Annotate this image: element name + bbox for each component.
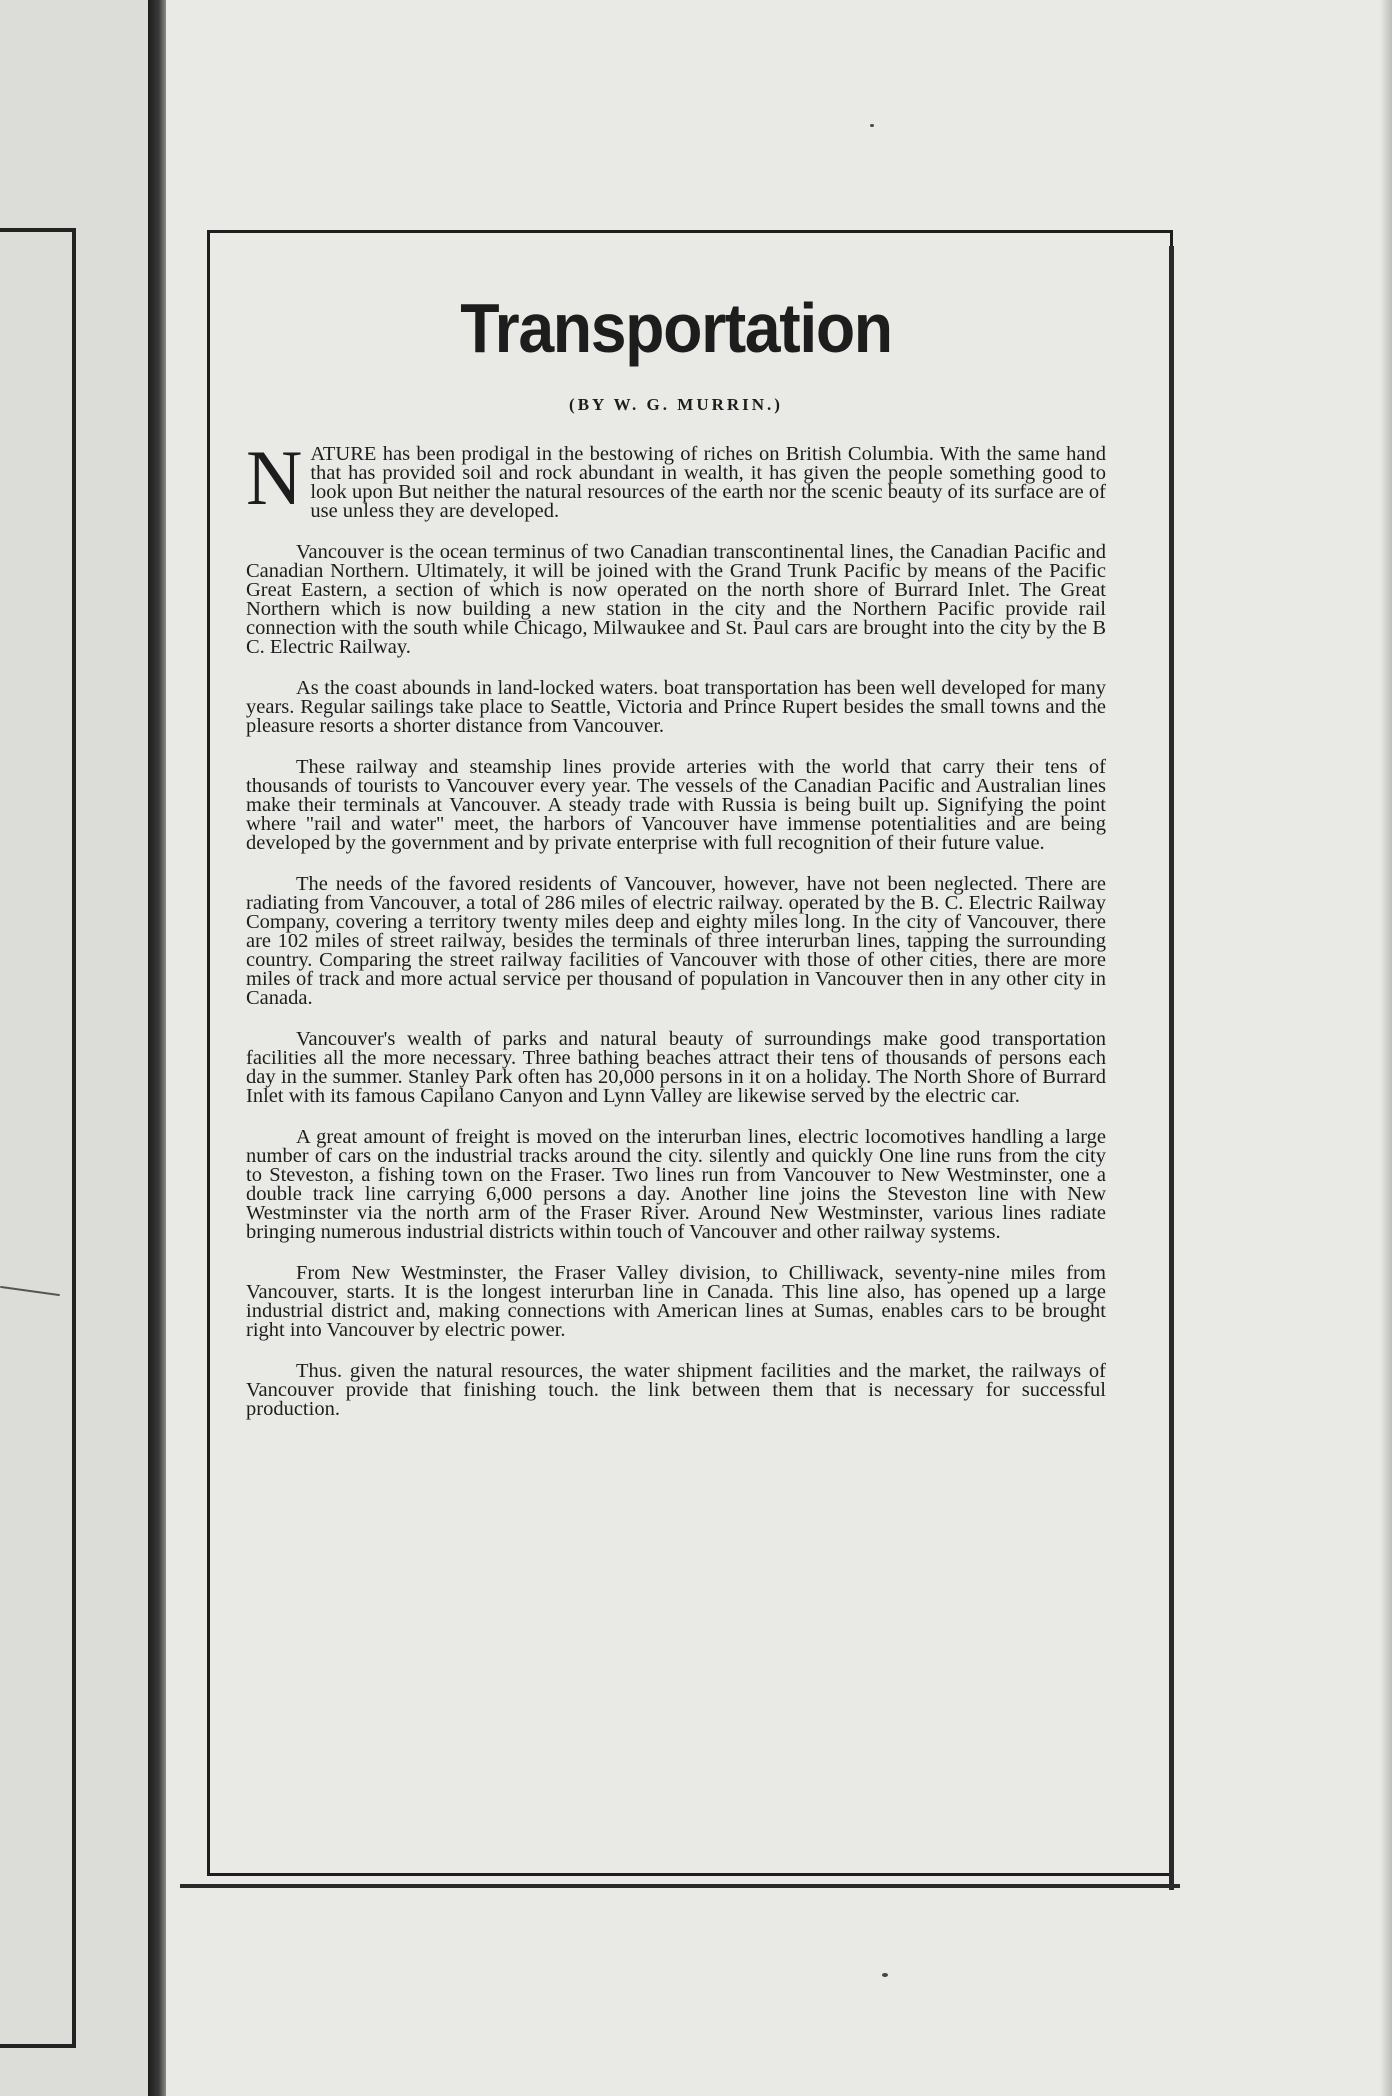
drop-cap: N [246,434,303,521]
previous-page-edge [0,0,150,2096]
article-paragraph-4: These railway and steamship lines provide arteries with the world that carry their tens of thousands of tourists to Vancouver every year. The vessels of the Canadian Pacific and Australian lines make their terminals at Vancouver. A steady trade with Russia is being built up. Signifying the point where "rail and water" meet, the harbors of Vancouver have immense potentialities and are being developed by the government and by private enterprise with full recognition of their future value. [246,756,1106,854]
frame-shadow-right [1169,246,1174,1890]
article [246,280,1106,1441]
article-paragraph-9: Thus. given the natural resources, the water shipment facilities and the market, the railways of Vancouver provide that finishing touch. the link between them that is necessary for successful production. [246,1360,1106,1420]
article-byline: (BY W. G. MURRIN.) [569,395,783,414]
article-paragraph-7: A great amount of freight is moved on the interurban lines, electric locomotives handling a large number of cars on the industrial tracks around the city. silently and quickly One line runs from the city to Steveston, a fishing town on the Fraser. Two lines run from Vancouver to New Westminster, one a double track line carrying 6,000 persons a day. Another line joins the Steveston line with New Westminster via the north arm of the Fraser River. Around New Westminster, various lines radiate bringing numerous industrial districts within touch of Vancouver and other railway systems. [246,1126,1106,1243]
article-paragraph-3: As the coast abounds in land-locked waters. boat transportation has been well developed for many years. Regular sailings take place to Seattle, Victoria and Prince Rupert besides the small towns and the pleasure resorts a shorter distance from Vancouver. [246,677,1106,737]
article-title: Transportation [460,289,892,367]
speck [882,1973,888,1977]
article-paragraph-8: From New Westminster, the Fraser Valley division, to Chilliwack, seventy-nine miles from Vancouver, starts. It is the longest interurban line in Canada. This line also, has opened up a large industrial district and, making connections with American lines at Sumas, enables cars to be brought right into Vancouver by electric power. [246,1262,1106,1341]
page-right-edge [1380,0,1392,2096]
article-paragraph-2: Vancouver is the ocean terminus of two Canadian transcontinental lines, the Canadian Pacific and Canadian Northern. Ultimately, it will be joined with the Grand Trunk Pacific by means of the Pacific Great Eastern, a section of which is now operated on the north shore of Burrard Inlet. The Great Northern which is now building a new station in the city and the Northern Pacific provide rail connection with the south while Chicago, Milwaukee and St. Paul cars are brought into the city by the B C. Electric Railway. [246,541,1106,658]
article-paragraph-1 [246,434,1106,522]
paragraph-text: ATURE has been prodigal in the bestowing of riches on British Columbia. With the same hand that has provided soil and rock abundant in wealth, it has given the people something good to look upon But neither the natural resources of the earth nor the scenic beauty of its surface are of use unless they are developed. [310,443,1106,522]
article-paragraph-5: The needs of the favored residents of Vancouver, however, have not been neglected. There are radiating from Vancouver, a total of 286 miles of electric railway. operated by the B. C. Electric Railway Company, covering a territory twenty miles deep and eighty miles long. In the city of Vancouver, there are 102 miles of street railway, besides the terminals of three interurban lines, tapping the surrounding country. Comparing the street railway facilities of Vancouver with those of other cities, there are more miles of track and more actual service per thousand of population in Vancouver then in any other city in Canada. [246,873,1106,1009]
article-paragraph-6: Vancouver's wealth of parks and natural beauty of surroundings make good transportation facilities all the more necessary. Three bathing beaches attract their tens of thousands of persons each day in the summer. Stanley Park often has 20,000 persons in it on a holiday. The North Shore of Burrard Inlet with its famous Capilano Canyon and Lynn Valley are likewise served by the electric car. [246,1028,1106,1107]
frame-shadow-bottom [180,1884,1180,1888]
previous-page-frame [0,228,76,2048]
book-gutter [148,0,166,2096]
speck [870,124,874,127]
